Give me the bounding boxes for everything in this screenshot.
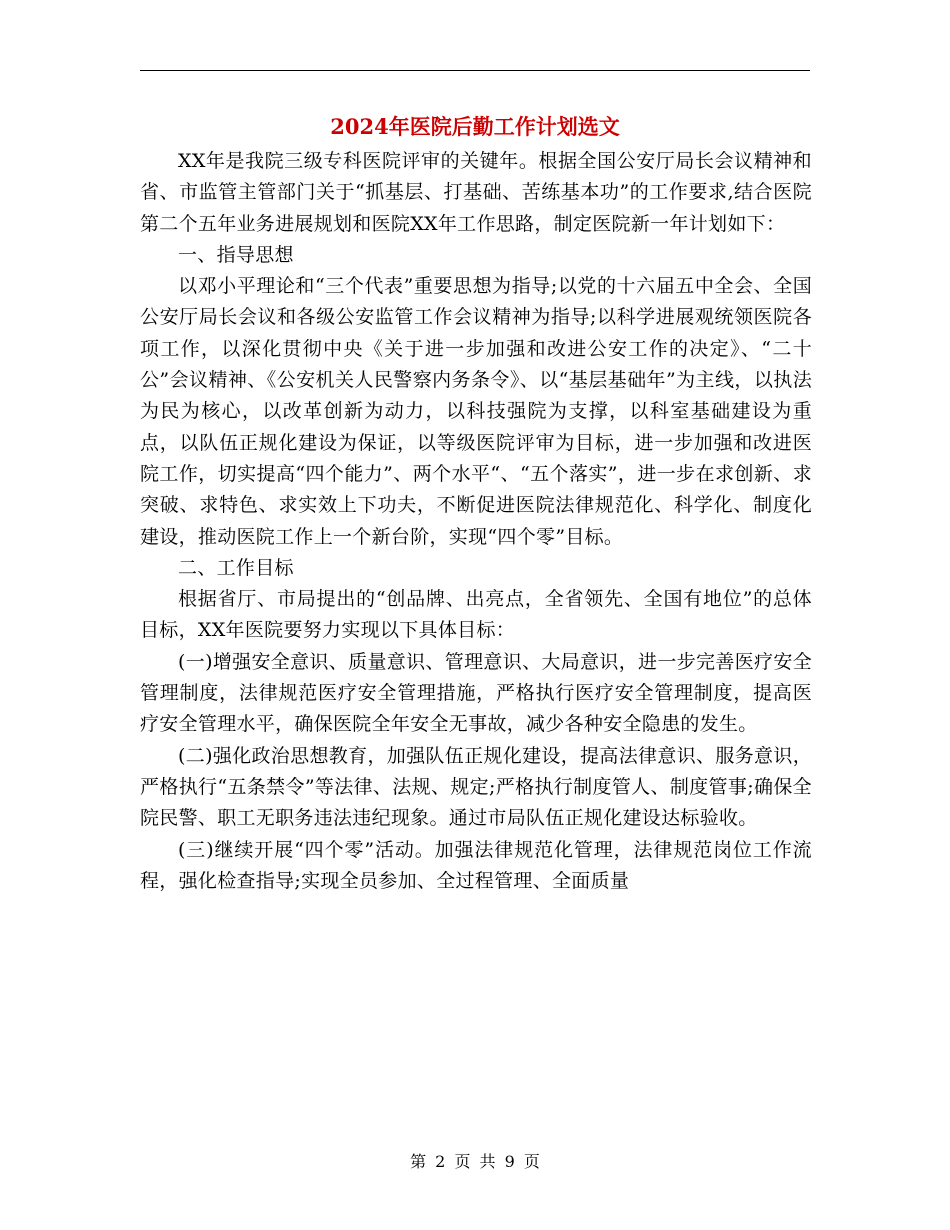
document-body — [140, 146, 812, 897]
header-rule — [140, 70, 810, 71]
section-heading-guiding-ideology: 一、指导思想 — [178, 243, 294, 266]
goal-item-1-paragraph: (一)增强安全意识、质量意识、管理意识、大局意识，进一步完善医疗安全管理制度，法律规范医疗安全管理措施，严格执行医疗安全管理制度，提高医疗安全管理水平，确保医院全年安全无事故，减少各种安全隐患的发生。 — [140, 650, 812, 736]
page-number-footer: 第 2 页 共 9 页 — [410, 1152, 540, 1171]
work-goals-paragraph: 根据省厅、市局提出的“创品牌、出亮点，全省领先、全国有地位”的总体目标，XX年医院要努力实现以下具体目标： — [140, 588, 812, 642]
section-heading-work-goals: 二、工作目标 — [178, 556, 294, 579]
guiding-ideology-paragraph: 以邓小平理论和“三个代表”重要思想为指导;以党的十六届五中全会、全国公安厅局长会议和各级公安监管工作会议精神为指导;以科学进展观统领医院各项工作，以深化贯彻中央《关于进一步加强和改进公安工作的决定》、“二十公”会议精神、《公安机关人民警察内务条令》、以“基层基础年”为主线，以执法为民为核心，以改革创新为动力，以科技强院为支撑，以科室基础建设为重点，以队伍正规化建设为保证，以等级医院评审为目标，进一步加强和改进医院工作，切实提高“四个能力”、两个水平“、“五个落实”，进一步在求创新、求突破、求特色、求实效上下功夫，不断促进医院法律规范化、科学化、制度化建设，推动医院工作上一个新台阶，实现“四个零”目标。 — [140, 275, 812, 548]
intro-paragraph: XX年是我院三级专科医院评审的关键年。根据全国公安厅局长会议精神和省、市监管主管部门关于“抓基层、打基础、苦练基本功”的工作要求,结合医院第二个五年业务进展规划和医院XX年工作思路，制定医院新一年计划如下： — [140, 150, 812, 235]
goal-item-2-paragraph: (二)强化政治思想教育，加强队伍正规化建设，提高法律意识、服务意识，严格执行“五条禁令”等法律、法规、规定;严格执行制度管人、制度管事;确保全院民警、职工无职务违法违纪现象。通过市局队伍正规化建设达标验收。 — [140, 744, 812, 830]
document-title: 2024年医院后勤工作计划选文 — [330, 114, 620, 139]
goal-item-3-paragraph: (三)继续开展“四个零”活动。加强法律规范化管理，法律规范岗位工作流程，强化检查指导;实现全员参加、全过程管理、全面质量 — [140, 838, 812, 892]
